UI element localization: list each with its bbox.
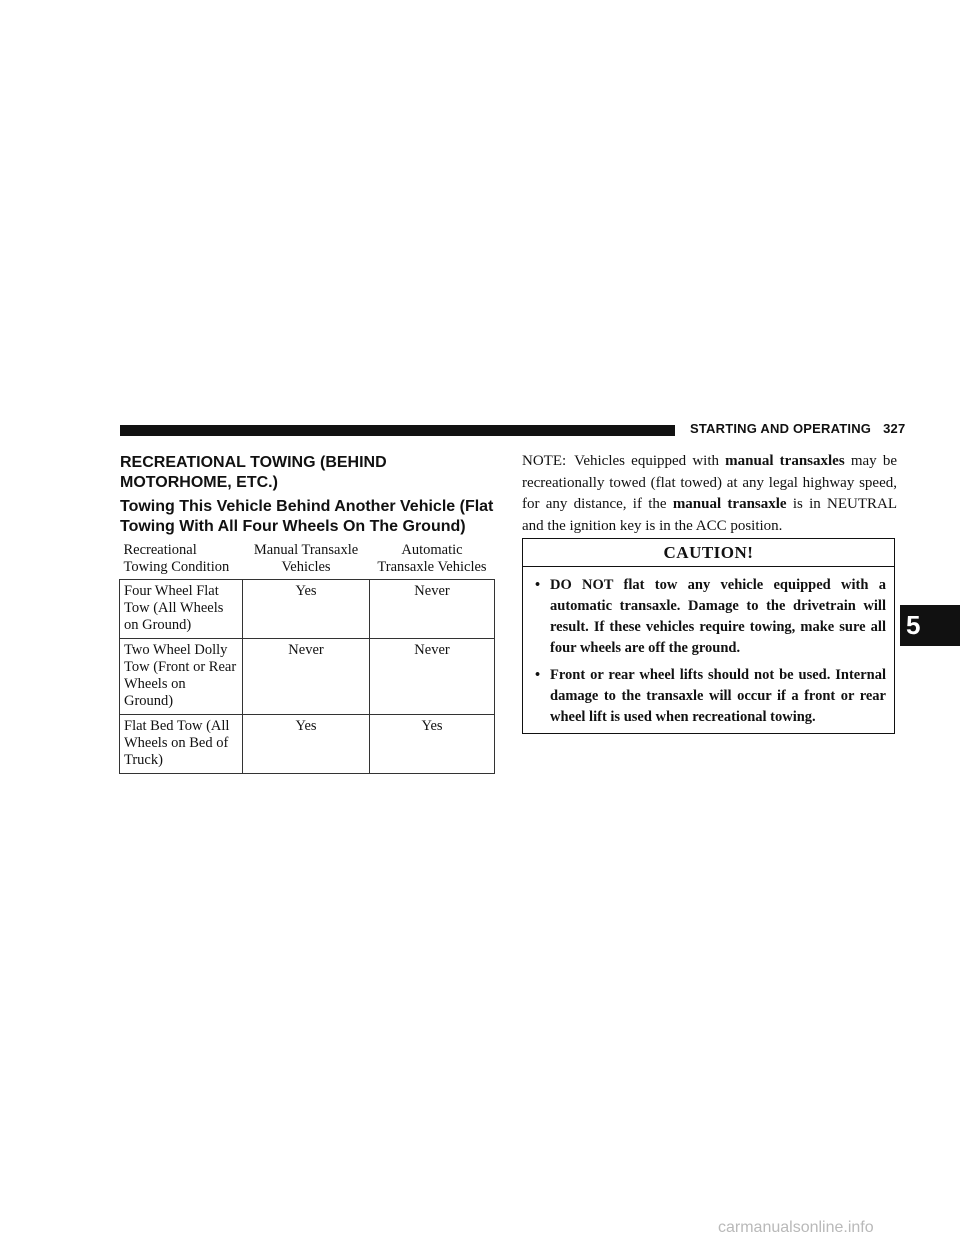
note-label: NOTE: xyxy=(522,453,567,469)
table-cell: Yes xyxy=(243,580,370,639)
page-number: 327 xyxy=(883,421,906,436)
caution-item xyxy=(530,665,886,728)
section-title: STARTING AND OPERATING xyxy=(690,421,872,436)
note-text: Vehicles equipped with xyxy=(574,453,726,469)
table-cell: Never xyxy=(370,639,495,715)
section-tab: 5 xyxy=(900,605,960,646)
note-text: is in NEUTRAL and the ignition key is in the ACC position. xyxy=(522,496,898,534)
caution-item-text: DO NOT flat tow any vehicle equipped with a automatic transaxle. Damage to the drivetrain will result. If these vehicles require towing, make sure all four wheels are off the ground. xyxy=(550,577,886,656)
table-cell: Yes xyxy=(243,715,370,774)
section-heading: RECREATIONAL TOWING (BEHIND MOTORHOME, ETC.) xyxy=(120,454,387,491)
note-paragraph xyxy=(522,451,897,537)
note-text: may be recreationally towed (flat towed) at any legal highway speed, for any distance, if the xyxy=(522,453,897,512)
table-cell: Four Wheel Flat Tow (All Wheels on Ground) xyxy=(120,580,243,639)
table-header-row xyxy=(120,539,495,580)
table-cell: Yes xyxy=(370,715,495,774)
note-emphasis: manual transaxle xyxy=(672,496,787,512)
table-row xyxy=(120,715,495,774)
table-cell: Never xyxy=(370,580,495,639)
table-row xyxy=(120,639,495,715)
caution-title: CAUTION! xyxy=(523,539,894,567)
table-cell: Never xyxy=(243,639,370,715)
caution-item xyxy=(530,575,886,659)
table-cell: Flat Bed Tow (All Wheels on Bed of Truck) xyxy=(120,715,243,774)
table-row xyxy=(120,580,495,639)
watermark: carmanualsonline.info xyxy=(718,1219,874,1236)
bullet-icon: • xyxy=(535,577,541,593)
note-emphasis: manual transaxles xyxy=(725,453,845,469)
table-cell: Two Wheel Dolly Tow (Front or Rear Wheels on Ground) xyxy=(120,639,243,715)
subsection-heading: Towing This Vehicle Behind Another Vehicle (Flat Towing With All Four Wheels On The Ground) xyxy=(120,498,494,535)
column-header: Recreational Towing Condition xyxy=(123,542,230,575)
caution-box xyxy=(522,538,895,734)
header-rule xyxy=(120,425,675,436)
caution-item-text: Front or rear wheel lifts should not be used. Internal damage to the transaxle will occur if a front or rear wheel lift is used when recreational towing. xyxy=(550,667,886,725)
column-header: Manual Transaxle Vehicles xyxy=(253,542,359,575)
running-header xyxy=(690,421,905,436)
caution-list xyxy=(523,567,894,728)
bullet-icon: • xyxy=(535,667,541,683)
column-header: Automatic Transaxle Vehicles xyxy=(377,542,487,575)
towing-table xyxy=(119,539,495,774)
